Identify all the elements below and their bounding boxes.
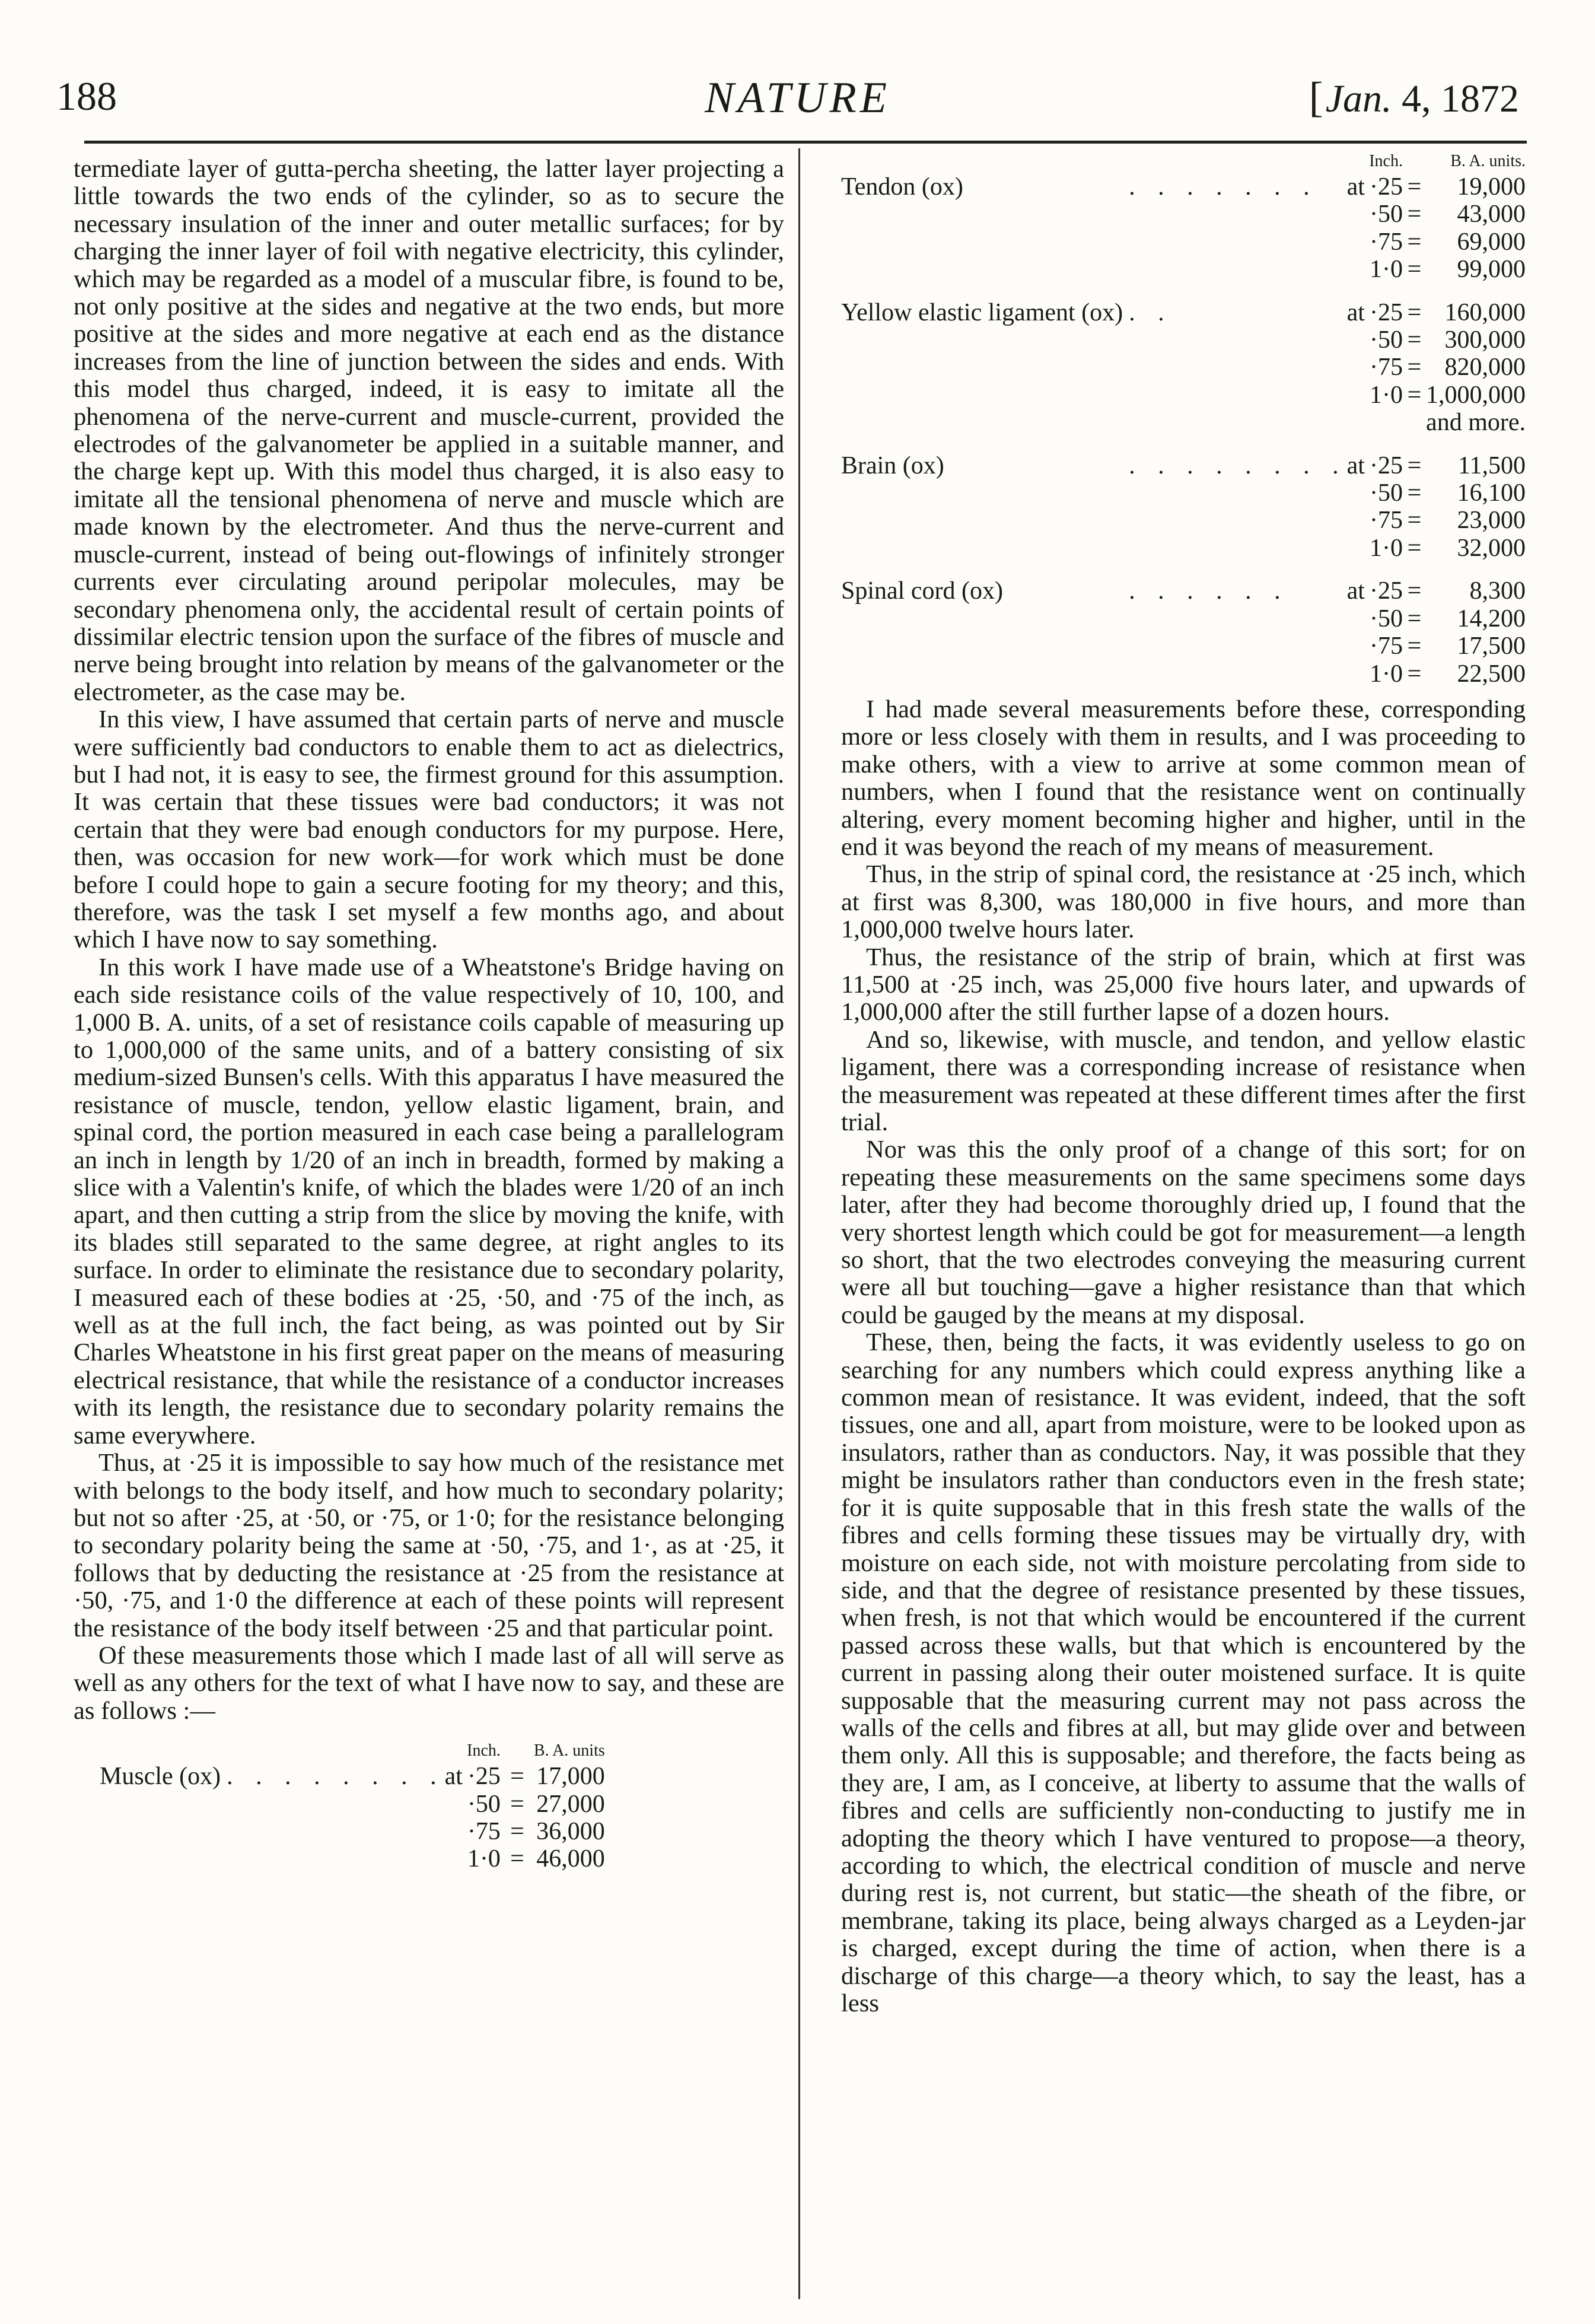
paragraph: These, then, being the facts, it was evidently useless to go on searching for any numbers which could express anything like a common mean of resistance. It was evident, indeed, that the soft tissues, one and all, apart from moisture, were to be looked upon as insulators, rather than as conductors. Nay, it was possible that they might be insulators rather than conductors even in the fresh state; for it is quite supposable that in this fresh state the walls of the fibres and cells forming these tissues may be virtually dry, with moisture on each side, not with moisture percolating from side to side, and that the degree of resistance presented by these tissues, when fresh, is not that which would be encountered if the current passed across these walls, but that which is encountered by the current in passing along their outer moistened surface. It is quite supposable that the measuring current may not pass across the walls of the cells and fibres at all, but may glide over and between them only. All this is supposable; and therefore, the facts being as they are, I am, as I conceive, at liberty to assume that the walls of fibres and cells are sufficiently non-conducting to justify me in adopting the theory which I have ventured to propose—a theory, according to which, the electrical condition of muscle and nerve during rest is, not current, but static—the sheath of the fibre, or membrane, taking its place, being always charged as a Leyden-jar is charged, except during the time of action, when there is a discharge of this charge—a theory which, to say the least, has a less — [841, 1328, 1526, 2017]
table-row: Tendon (ox) . . . . . . . at ·25 = 19,000 — [841, 173, 1526, 201]
at-label: at — [1346, 452, 1365, 479]
resistance-value: 14,200 — [1457, 605, 1526, 632]
resistance-value: 17,500 — [1457, 632, 1526, 660]
table-row: Muscle (ox) . . . . . . . . at ·25 = 17,000 — [100, 1763, 605, 1791]
inch-value: 1·0 — [1369, 256, 1403, 284]
resistance-value: 17,000 — [536, 1763, 605, 1791]
leader-dots: . . . . . . — [1129, 577, 1289, 605]
paragraph: Thus, in the strip of spinal cord, the resistance at ·25 inch, which at first was 8,300, was 180,000 in five hours, and more than 1,000,000 twelve hours later. — [841, 860, 1526, 944]
inch-header: Inch. — [467, 1741, 501, 1760]
paragraph: In this view, I have assumed that certain parts of nerve and muscle were sufficiently bad conductors to enable them to act as dielectrics, but I had not, it is easy to see, the firmest ground for this assumption. It was certain that these tissues were bad conductors; it was not certain that they were bad enough conductors for my purpose. Here, then, was occasion for new work—for work which must be done before I could hope to gain a secure footing for my theory; and this, therefore, was the task I set myself a few months ago, and about which I have now to say something. — [74, 705, 784, 954]
resistance-value: 23,000 — [1457, 507, 1526, 535]
resistance-value: 300,000 — [1444, 326, 1526, 354]
inch-value: 1·0 — [1369, 534, 1403, 562]
resistance-value: 32,000 — [1457, 534, 1526, 562]
at-label: at — [1346, 173, 1365, 201]
ba-units-header: B. A. units — [533, 1741, 605, 1760]
resistance-value: 69,000 — [1457, 228, 1526, 256]
tissue-name: Spinal cord (ox) — [841, 577, 1003, 605]
table-row: ·75 = 36,000 — [467, 1817, 605, 1845]
inch-value: ·50 — [1369, 479, 1403, 507]
resistance-value: 36,000 — [536, 1817, 605, 1845]
paragraph: Of these measurements those which I made last of all will serve as well as any others for the text of what I have now to say, and these are as follows :— — [74, 1641, 784, 1725]
table-row: ·75 = 17,500 — [1369, 632, 1526, 660]
table-row: 1·0 = 1,000,000 — [1369, 381, 1526, 409]
table-row: Spinal cord (ox) . . . . . . at ·25 = 8,300 — [841, 577, 1526, 605]
inch-value: ·50 — [1369, 201, 1403, 228]
inch-value: 1·0 — [1369, 660, 1403, 688]
left-column — [74, 155, 784, 1873]
inch-value: ·75 — [1369, 507, 1403, 535]
leader-dots: . . . . . . . . — [227, 1763, 445, 1791]
at-label: at — [444, 1763, 463, 1791]
resistance-value: 99,000 — [1457, 256, 1526, 284]
table-row: ·75 = 23,000 — [1369, 507, 1526, 535]
table-header-row — [100, 1739, 605, 1763]
tissue-name: Tendon (ox) — [841, 173, 963, 201]
muscle-measurement-table — [100, 1739, 605, 1873]
tissue-name: Yellow elastic ligament (ox) — [841, 298, 1123, 326]
inch-value: ·75 — [1369, 228, 1403, 256]
table-row: 1·0 = 22,500 — [1369, 660, 1526, 688]
header-rule — [84, 141, 1527, 144]
inch-value: ·25 — [1369, 173, 1403, 201]
inch-value: 1·0 — [1369, 381, 1403, 409]
resistance-value: 16,100 — [1457, 479, 1526, 507]
resistance-value: 43,000 — [1457, 201, 1526, 228]
table-row: 1·0 = 46,000 — [467, 1845, 605, 1873]
paragraph: termediate layer of gutta-percha sheeting, the latter layer projecting a little towards the two ends of the cylinder, so as to secure the necessary insulation of the inner and outer metallic surfaces; for by charging the inner layer of foil with negative electricity, this cylinder, which may be regarded as a model of a muscular fibre, is found to be, not only positive at the sides and negative at the two ends, but more positive at the sides and more negative at each end as the distance increases from the line of junction between the sides and ends. With this model thus charged, indeed, it is easy to imitate all the phenomena of the nerve-current and muscle-current, provided the electrodes of the galvanometer be applied in a suitable manner, and the charge kept up. With this model thus charged, it is also easy to imitate all the tensional phenomena of nerve and muscle which are made known by the electrometer. And thus the nerve-current and muscle-current, instead of being out-flowings of infinitely stronger currents ever circulating around peripolar molecules, may be secondary phenomena only, the accidental result of certain points of dissimilar electric tension upon the surface of the fibres of muscle and nerve being brought into relation by means of the galvanometer or the electrometer, as the case may be. — [74, 155, 784, 706]
paragraph: I had made several measurements before these, corresponding more or less closely with them in results, and I was proceeding to make others, with a view to arrive at some common mean of numbers, when I found that the resistance went on continually altering, every moment becoming higher and higher, until in the end it was beyond the reach of my means of measurement. — [841, 695, 1526, 861]
issue-month: Jan. — [1325, 77, 1392, 120]
page-number: 188 — [56, 74, 117, 119]
resistance-value: 8,300 — [1469, 577, 1526, 605]
table-note: and more. — [1426, 409, 1526, 437]
inch-value: ·50 — [1369, 605, 1403, 632]
table-row: Yellow elastic ligament (ox) . . at ·25 = 160,000 — [841, 298, 1526, 326]
at-label: at — [1346, 298, 1365, 326]
table-row: ·75 = 820,000 — [1369, 354, 1526, 381]
inch-header: Inch. — [1369, 152, 1403, 170]
inch-value: ·25 — [1369, 577, 1403, 605]
inch-value: ·25 — [467, 1763, 501, 1791]
journal-title: NATURE — [705, 74, 890, 122]
inch-value: ·50 — [1369, 326, 1403, 354]
inch-value: ·25 — [1369, 452, 1403, 479]
resistance-value: 1,000,000 — [1426, 381, 1526, 409]
table-row: 1·0 = 32,000 — [1369, 534, 1526, 562]
page-header — [0, 0, 1595, 145]
resistance-value: 19,000 — [1457, 173, 1526, 201]
resistance-value: 820,000 — [1444, 354, 1526, 381]
paragraph: In this work I have made use of a Wheatstone's Bridge having on each side resistance coils of the value respectively of 10, 100, and 1,000 B. A. units, of a set of resistance coils capable of measuring up to 1,000,000 of the same units, and of a battery consisting of six medium-sized Bunsen's cells. With this apparatus I have measured the resistance of muscle, tendon, yellow elastic ligament, brain, and spinal cord, the portion measured in each case being a parallelogram an inch in length by 1/20 of an inch in breadth, formed by making a slice with a Valentin's knife, of which the blades were 1/20 of an inch apart, and then cutting a strip from the slice by moving the knife, with its blades still separated to the same degree, at right angles to its surface. In order to eliminate the resistance due to secondary polarity, I measured each of these bodies at ·25, ·50, and ·75 of the inch, as well as at the full inch, the fact being, as was pointed out by Sir Charles Wheatstone in his first great paper on the means of measuring electrical resistance, that while the resistance of a conductor increases with its length, the resistance due to secondary polarity remains the same everywhere. — [74, 953, 784, 1449]
resistance-value: 22,500 — [1457, 660, 1526, 688]
right-column — [841, 150, 1526, 2017]
inch-value: ·75 — [467, 1817, 501, 1845]
paragraph: Thus, the resistance of the strip of brain, which at first was 11,500 at ·25 inch, was 25,000 five hours later, and upwards of 1,000,000 after the still further lapse of a dozen hours. — [841, 943, 1526, 1026]
inch-value: ·75 — [1369, 632, 1403, 660]
table-row: ·50 = 27,000 — [467, 1790, 605, 1818]
inch-value: ·25 — [1369, 298, 1403, 326]
tissue-measurement-table — [841, 150, 1526, 688]
table-row: 1·0 = 99,000 — [1369, 256, 1526, 284]
tissue-name: Muscle (ox) — [100, 1763, 221, 1791]
tissue-name: Brain (ox) — [841, 452, 944, 479]
leader-dots: . . . . . . . — [1129, 173, 1318, 201]
column-divider — [798, 148, 800, 2299]
inch-value: 1·0 — [467, 1845, 501, 1873]
inch-value: ·50 — [467, 1790, 501, 1818]
table-row: ·50 = 43,000 — [1369, 201, 1526, 228]
resistance-value: 27,000 — [536, 1790, 605, 1818]
resistance-value: 11,500 — [1458, 452, 1526, 479]
table-row: ·75 = 69,000 — [1369, 228, 1526, 256]
table-row — [841, 409, 1526, 436]
issue-day-year: 4, 1872 — [1402, 77, 1519, 120]
issue-date — [1309, 76, 1519, 119]
date-bracket: [ — [1309, 74, 1323, 121]
paragraph: And so, likewise, with muscle, and tendon, and yellow elastic ligament, there was a corresponding increase of resistance when the measurement was repeated at these different times after the first trial. — [841, 1025, 1526, 1136]
at-label: at — [1346, 577, 1365, 605]
paragraph: Thus, at ·25 it is impossible to say how much of the resistance met with belongs to the body itself, and how much to secondary polarity; but not so after ·25, at ·50, or ·75, or 1·0; for the resistance belonging to secondary polarity being the same at ·50, ·75, and 1·, as at ·25, it follows that by deducting the resistance at ·25 from the resistance at ·50, ·75, and 1·0 the difference at each of these points will represent the resistance of the body itself between ·25 and that particular point. — [74, 1449, 784, 1642]
ba-units-header: B. A. units. — [1450, 152, 1526, 170]
inch-value: ·75 — [1369, 354, 1403, 381]
resistance-value: 46,000 — [536, 1845, 605, 1873]
table-row: ·50 = 14,200 — [1369, 605, 1526, 632]
table-header-row — [841, 150, 1526, 173]
table-row: ·50 = 300,000 — [1369, 326, 1526, 354]
leader-dots: . . . . . . . . — [1129, 452, 1347, 479]
table-row: ·50 = 16,100 — [1369, 479, 1526, 507]
resistance-value: 160,000 — [1444, 298, 1526, 326]
paragraph: Nor was this the only proof of a change of this sort; for on repeating these measurements on the same specimens some days later, after they had become thoroughly dried up, I found that the very shortest length which could be got for measurement—a length so short, that the two electrodes conveying the measuring current were all but touching—gave a higher resistance than that which could be gauged by the means at my disposal. — [841, 1136, 1526, 1329]
table-row: Brain (ox) . . . . . . . . at ·25 = 11,500 — [841, 452, 1526, 479]
leader-dots: . . — [1129, 298, 1173, 326]
